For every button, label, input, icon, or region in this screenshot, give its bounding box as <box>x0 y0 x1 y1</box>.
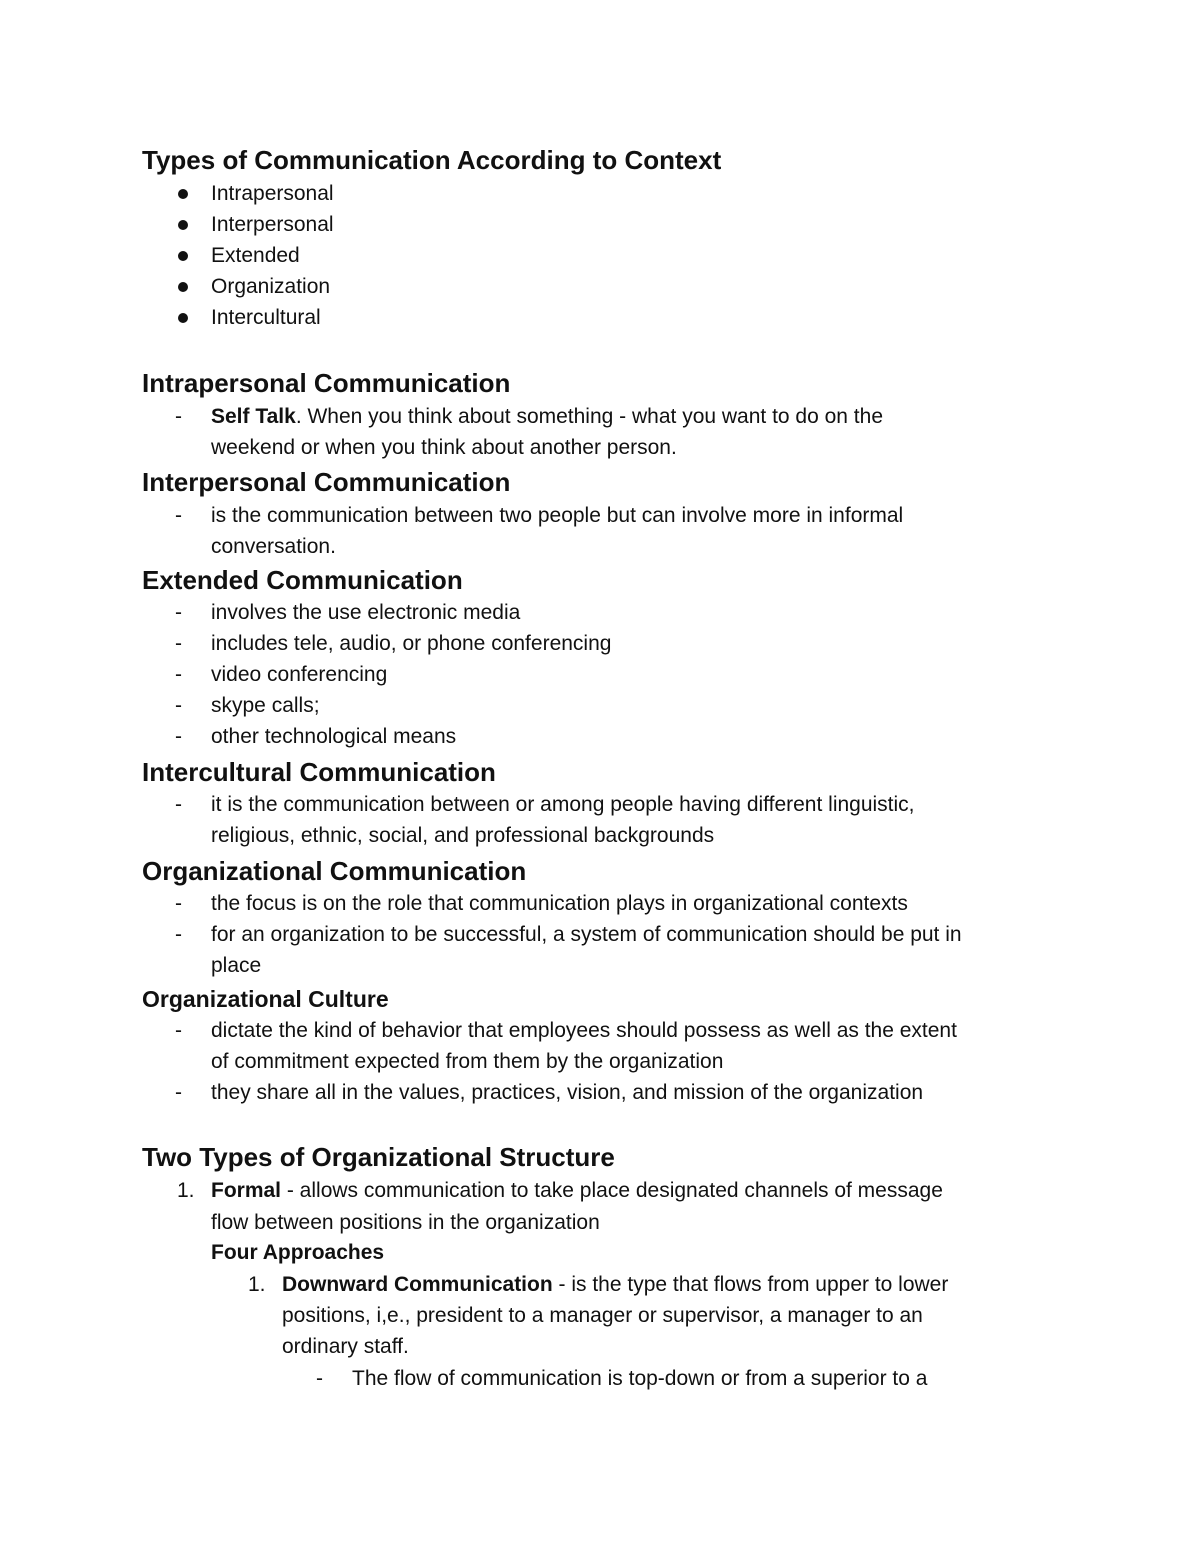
section-heading-culture: Organizational Culture <box>142 986 389 1012</box>
list-number: 1. <box>177 1179 195 1202</box>
dash-marker: - <box>175 1019 182 1042</box>
list-item: skype calls; <box>211 694 320 717</box>
dash-marker: - <box>175 694 182 717</box>
bullet-icon <box>178 189 188 199</box>
list-item: includes tele, audio, or phone conferencing <box>211 632 612 655</box>
list-item: dictate the kind of behavior that employees should possess as well as the extent <box>211 1019 957 1042</box>
list-item <box>211 1177 943 1205</box>
section-heading-interpersonal: Interpersonal Communication <box>142 467 511 497</box>
section-heading-structure: Two Types of Organizational Structure <box>142 1142 615 1172</box>
list-item: Organization <box>211 275 331 298</box>
term-self-talk: Self Talk <box>211 405 296 428</box>
dash-marker: - <box>175 725 182 748</box>
dash-marker: - <box>175 405 182 428</box>
list-item <box>282 1271 948 1299</box>
item-text-continued: place <box>211 954 262 977</box>
item-text-continued: ordinary staff. <box>282 1335 409 1358</box>
list-item: other technological means <box>211 725 457 748</box>
term-downward-communication: Downward Communication <box>282 1273 553 1296</box>
list-number: 1. <box>248 1273 266 1296</box>
dash-marker: - <box>175 793 182 816</box>
list-item: it is the communication between or among people having different linguistic, <box>211 793 915 816</box>
section-heading-intercultural: Intercultural Communication <box>142 757 496 787</box>
dash-marker: - <box>316 1367 323 1390</box>
dash-marker: - <box>175 1081 182 1104</box>
list-item: Interpersonal <box>211 213 334 236</box>
section-heading-organizational: Organizational Communication <box>142 856 527 886</box>
bullet-icon <box>178 251 188 261</box>
item-text-continued: religious, ethnic, social, and professional backgrounds <box>211 824 715 847</box>
list-item: Extended <box>211 244 300 267</box>
dash-marker: - <box>175 663 182 686</box>
bullet-icon <box>178 282 188 292</box>
dash-marker: - <box>175 504 182 527</box>
list-item: they share all in the values, practices, vision, and mission of the organization <box>211 1081 924 1104</box>
dash-marker: - <box>175 923 182 946</box>
item-text-continued: flow between positions in the organization <box>211 1211 600 1234</box>
list-item: The flow of communication is top-down or from a superior to a <box>352 1367 928 1390</box>
list-item: for an organization to be successful, a system of communication should be put in <box>211 923 962 946</box>
dash-marker: - <box>175 892 182 915</box>
list-item: the focus is on the role that communication plays in organizational contexts <box>211 892 908 915</box>
list-item: is the communication between two people but can involve more in informal <box>211 504 904 527</box>
dash-marker: - <box>175 601 182 624</box>
item-text: - is the type that flows from upper to lower <box>552 1273 949 1296</box>
page-title: Types of Communication According to Context <box>142 145 722 175</box>
list-item: Intrapersonal <box>211 182 334 205</box>
item-text-continued: conversation. <box>211 535 336 558</box>
list-item <box>211 403 883 431</box>
section-heading-intrapersonal: Intrapersonal Communication <box>142 368 511 398</box>
list-item: Intercultural <box>211 306 321 329</box>
bullet-icon <box>178 220 188 230</box>
dash-marker: - <box>175 632 182 655</box>
list-item: video conferencing <box>211 663 388 686</box>
list-item: involves the use electronic media <box>211 601 521 624</box>
subheading-four-approaches: Four Approaches <box>211 1241 385 1264</box>
item-text-continued: positions, i,e., president to a manager or supervisor, a manager to an <box>282 1304 923 1327</box>
item-text: . When you think about something - what you want to do on the <box>295 405 884 428</box>
item-text: - allows communication to take place designated channels of message <box>281 1179 943 1202</box>
item-text-continued: of commitment expected from them by the organization <box>211 1050 724 1073</box>
item-text-continued: weekend or when you think about another person. <box>211 436 677 459</box>
bullet-icon <box>178 313 188 323</box>
term-formal: Formal <box>211 1179 282 1202</box>
section-heading-extended: Extended Communication <box>142 565 463 595</box>
